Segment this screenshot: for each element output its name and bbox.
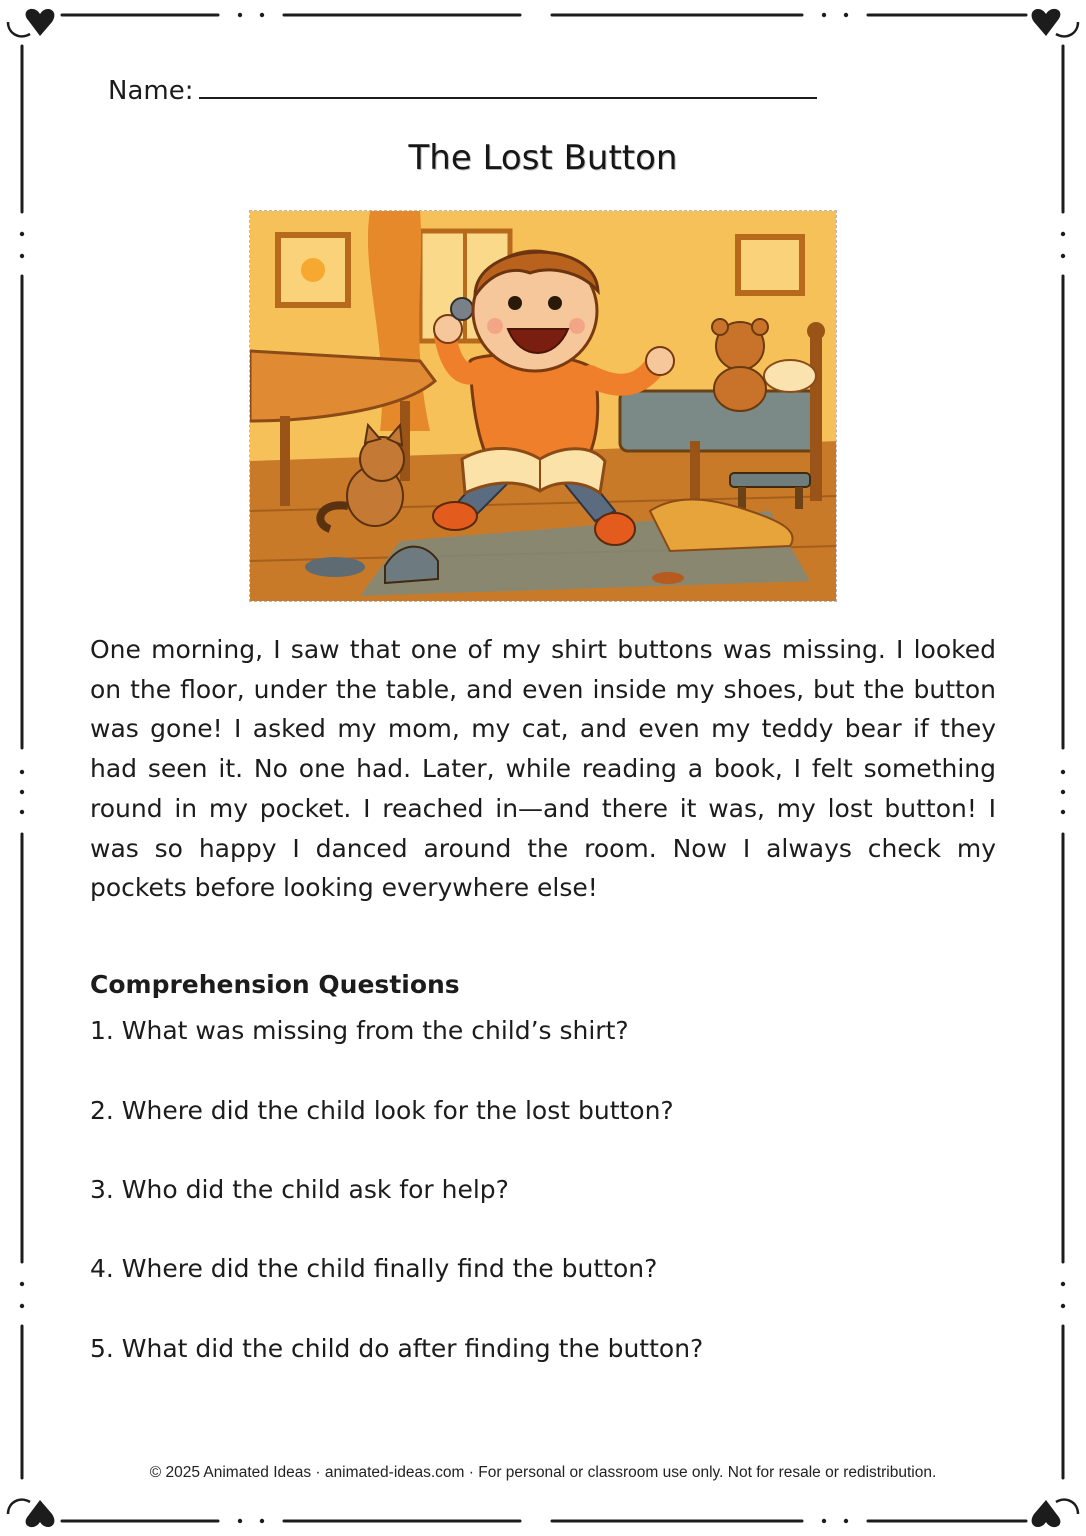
story-illustration xyxy=(249,210,837,602)
page-title: The Lost Button xyxy=(408,138,678,178)
questions-heading: Comprehension Questions xyxy=(90,970,460,999)
question-3: 3. Who did the child ask for help? xyxy=(90,1175,509,1204)
name-label: Name: xyxy=(108,76,194,106)
story-paragraph: One morning, I saw that one of my shirt buttons was missing. I looked on the floor, under the table, and even inside my shoes, but the button was gone! I asked my mom, my cat, and even my teddy bear if they had seen it. No one had. Later, while reading a book, I felt something round in my pocket. I reached in—and there it was, my lost button! I was so happy I danced around the room. Now I always check my pockets before looking everywhere else! xyxy=(90,635,996,903)
name-blank-line[interactable] xyxy=(199,73,817,99)
copyright-footer: © 2025 Animated Ideas · animated-ideas.com · For personal or classroom use only. Not for resale or redistribution. xyxy=(149,1464,937,1481)
name-field[interactable] xyxy=(108,72,828,110)
question-2: 2. Where did the child look for the lost button? xyxy=(90,1096,674,1125)
question-4: 4. Where did the child finally find the button? xyxy=(90,1254,658,1283)
question-1: 1. What was missing from the child’s shirt? xyxy=(90,1016,629,1045)
question-5: 5. What did the child do after finding the button? xyxy=(90,1334,704,1363)
